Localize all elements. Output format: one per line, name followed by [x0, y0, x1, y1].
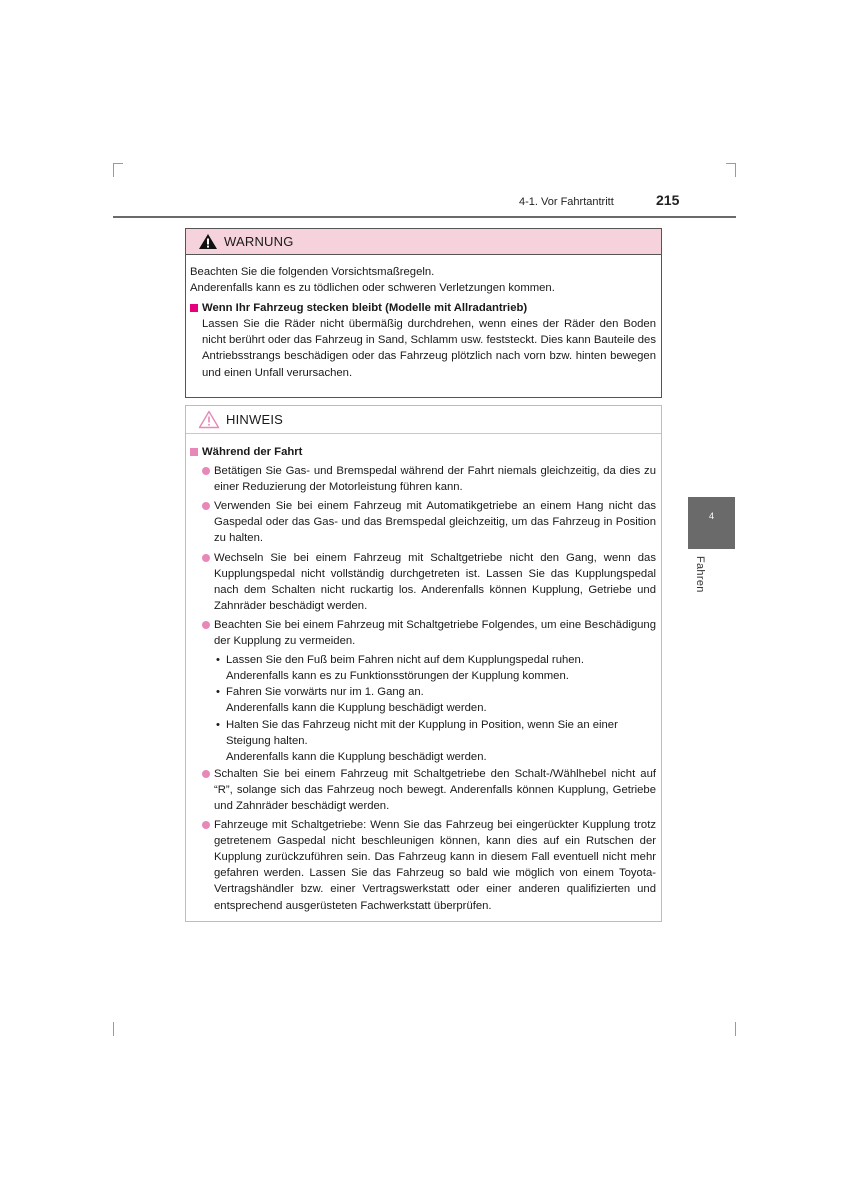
crop-mark [735, 163, 736, 177]
square-bullet-icon [190, 304, 198, 312]
list-item [190, 766, 656, 814]
sub-list-item-text: Halten Sie das Fahrzeug nicht mit der Kupplung in Position, wenn Sie an einer Steigung halten. [226, 718, 618, 747]
circle-bullet-icon [202, 467, 210, 475]
warning-body [186, 255, 661, 381]
notice-subheading [190, 444, 656, 460]
warning-text: Lassen Sie die Räder nicht übermäßig durchdrehen, wenn eines der Räder den Boden nicht berührt oder das Fahrzeug in Sand, Schlamm usw. feststeckt. Dies kann Bauteile des Antriebsstrangs beschädigen oder das Fahrzeug plötzlich nach vorn bzw. hinten bewegen und einen Unfall verursachen. [202, 318, 656, 379]
list-item-text: Schalten Sie bei einem Fahrzeug mit Schaltgetriebe den Schalt-/Wählhebel nicht auf “R”, solange sich das Fahrzeug noch bewegt. Anderenfalls können Kupplung, Getriebe und Zahnräder beschädigt werden. [214, 767, 656, 812]
sub-list-item-text: Fahren Sie vorwärts nur im 1. Gang an. [226, 686, 424, 699]
sub-list-item-text: Anderenfalls kann es zu Funktionsstörungen der Kupplung kommen. [226, 670, 569, 683]
page-number: 215 [656, 192, 680, 208]
circle-bullet-icon [202, 821, 210, 829]
notice-title: HINWEIS [226, 412, 284, 427]
list-item-text: Wechseln Sie bei einem Fahrzeug mit Schaltgetriebe nicht den Gang, wenn das Kupplungspedal nicht vollständig durchgetreten ist. Lassen Sie das Kupplungspedal nach dem Schalten nicht ruckartig los. Anderenfalls können Kupplung, Getriebe und Zahnräder beschädigt werden. [214, 551, 656, 612]
caution-icon [198, 410, 220, 429]
chapter-label: Fahren [694, 556, 706, 593]
circle-bullet-icon [202, 502, 210, 510]
list-item [190, 550, 656, 614]
crop-mark [113, 1022, 114, 1036]
list-item [190, 463, 656, 495]
notice-body [186, 434, 661, 914]
sub-list-item [190, 652, 656, 684]
list-item-text: Betätigen Sie Gas- und Bremspedal während der Fahrt niemals gleichzeitig, da dies zu einer Reduzierung der Motorleistung führen kann. [214, 465, 656, 494]
sub-list-item-text: Anderenfalls kann die Kupplung beschädigt werden. [226, 750, 487, 763]
chapter-number: 4 [708, 511, 714, 521]
crop-mark [113, 163, 123, 164]
warning-box [185, 228, 662, 398]
warning-intro: Anderenfalls kann es zu tödlichen oder schweren Verletzungen kommen. [190, 282, 555, 295]
chapter-tab [688, 497, 735, 549]
sub-list-item [190, 684, 656, 716]
circle-bullet-icon [202, 554, 210, 562]
list-item [190, 617, 656, 649]
dot-marker-icon: • [216, 654, 220, 667]
notice-header [186, 406, 661, 434]
dot-marker-icon: • [216, 686, 220, 699]
warning-subheading [190, 300, 656, 316]
notice-subheading-text: Während der Fahrt [202, 446, 303, 458]
list-item-text: Beachten Sie bei einem Fahrzeug mit Schaltgetriebe Folgendes, um eine Beschädigung der Kupplung zu vermeiden. [214, 618, 656, 648]
section-title: 4-1. Vor Fahrtantritt [519, 196, 614, 208]
warning-subheading-text: Wenn Ihr Fahrzeug stecken bleibt (Modelle mit Allradantrieb) [202, 302, 528, 315]
crop-mark [113, 163, 114, 177]
crop-mark [735, 1022, 736, 1036]
list-item-text: Fahrzeuge mit Schaltgetriebe: Wenn Sie das Fahrzeug bei eingerückter Kupplung trotz getretenem Gaspedal nicht beschleunigen können, kann dies auf ein Rutschen der Kupplung zurückzuführen sein. Das Fahrzeug kann in diesem Fall eventuell nicht mehr gefahren werden. Lassen Sie das Fahrzeug so bald wie möglich von einem Toyota-Vertragshändler bzw. einer Vertragswerkstatt oder einer anderen qualifizierten und entsprechend ausgerüsteten Fachwerkstatt überprüfen. [214, 819, 656, 912]
sub-list-item-text: Lassen Sie den Fuß beim Fahren nicht auf dem Kupplungspedal ruhen. [226, 654, 584, 667]
list-item [190, 817, 656, 914]
square-bullet-icon [190, 448, 198, 456]
sub-list-item [190, 717, 656, 765]
warning-header [186, 229, 661, 255]
list-item-text: Verwenden Sie bei einem Fahrzeug mit Automatikgetriebe an einem Hang nicht das Gaspedal oder das Gas- und das Bremspedal gleichzeitig, um das Fahrzeug in Position zu halten. [214, 500, 656, 545]
sub-list-item-text: Anderenfalls kann die Kupplung beschädigt werden. [226, 702, 487, 715]
header-rule [113, 216, 736, 218]
list-item [190, 498, 656, 546]
warning-icon [198, 233, 218, 250]
circle-bullet-icon [202, 621, 210, 629]
warning-intro: Beachten Sie die folgenden Vorsichtsmaßregeln. [190, 266, 435, 278]
notice-box [185, 405, 662, 922]
circle-bullet-icon [202, 770, 210, 778]
warning-title: WARNUNG [224, 234, 294, 249]
dot-marker-icon: • [216, 718, 220, 731]
crop-mark [726, 163, 736, 164]
